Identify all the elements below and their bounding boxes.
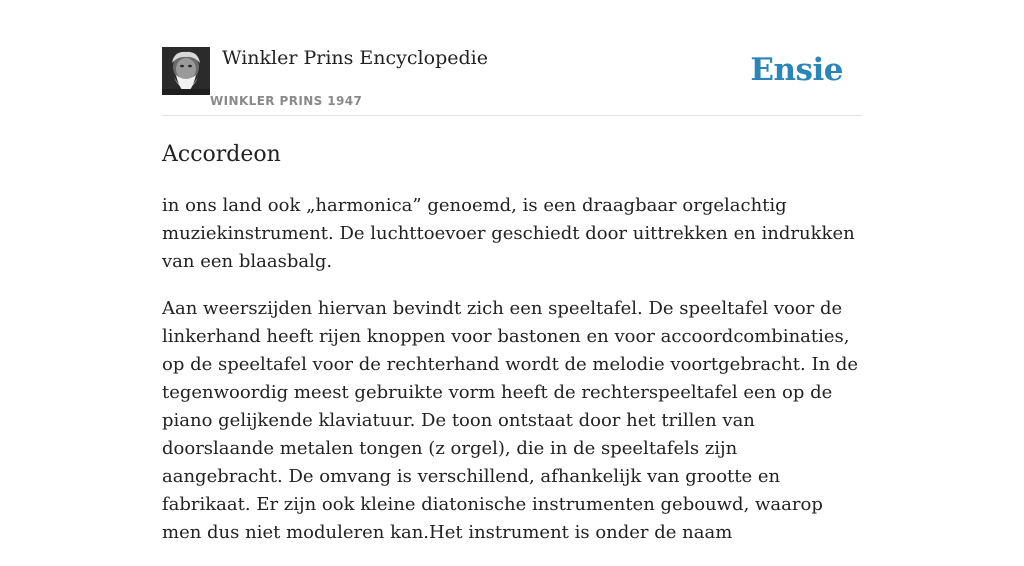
- article-paragraph: in ons land ook „harmonica” genoemd, is een draagbaar orgelachtig muziekinstrument. De luchttoevoer geschiedt door uittrekken en indrukken van een blaasbalg.: [162, 195, 855, 272]
- brand-logo-link[interactable]: Ensie: [750, 52, 843, 88]
- content-container: [162, 0, 862, 543]
- author-portrait-icon: [162, 47, 210, 95]
- article-title: Accordeon: [162, 142, 281, 167]
- site-title-link[interactable]: Winkler Prins Encyclopedie: [222, 47, 488, 69]
- article-paragraph: Aan weerszijden hiervan bevindt zich een speeltafel. De speeltafel voor de linkerhand heeft rijen knoppen voor bastonen en voor accoordcombinaties, op de speeltafel voor de rechterhand wordt de melodie voortgebracht. In de tegenwoordig meest gebruikte vorm heeft de rechterspeeltafel een op de piano gelijkende klaviatuur. De toon ontstaat door het trillen van doorslaande metalen tongen (z orgel), die in de speeltafels zijn aangebracht. De omvang is verschillend, afhankelijk van grootte en fabrikaat. Er zijn ook kleine diatonische instrumenten gebouwd, waarop men dus niet moduleren kan.Het instrument is onder de naam: [162, 298, 859, 543]
- site-header: [162, 0, 862, 116]
- site-subtitle: WINKLER PRINS 1947: [210, 94, 363, 108]
- author-avatar[interactable]: [162, 47, 210, 95]
- article-body: [162, 192, 862, 566]
